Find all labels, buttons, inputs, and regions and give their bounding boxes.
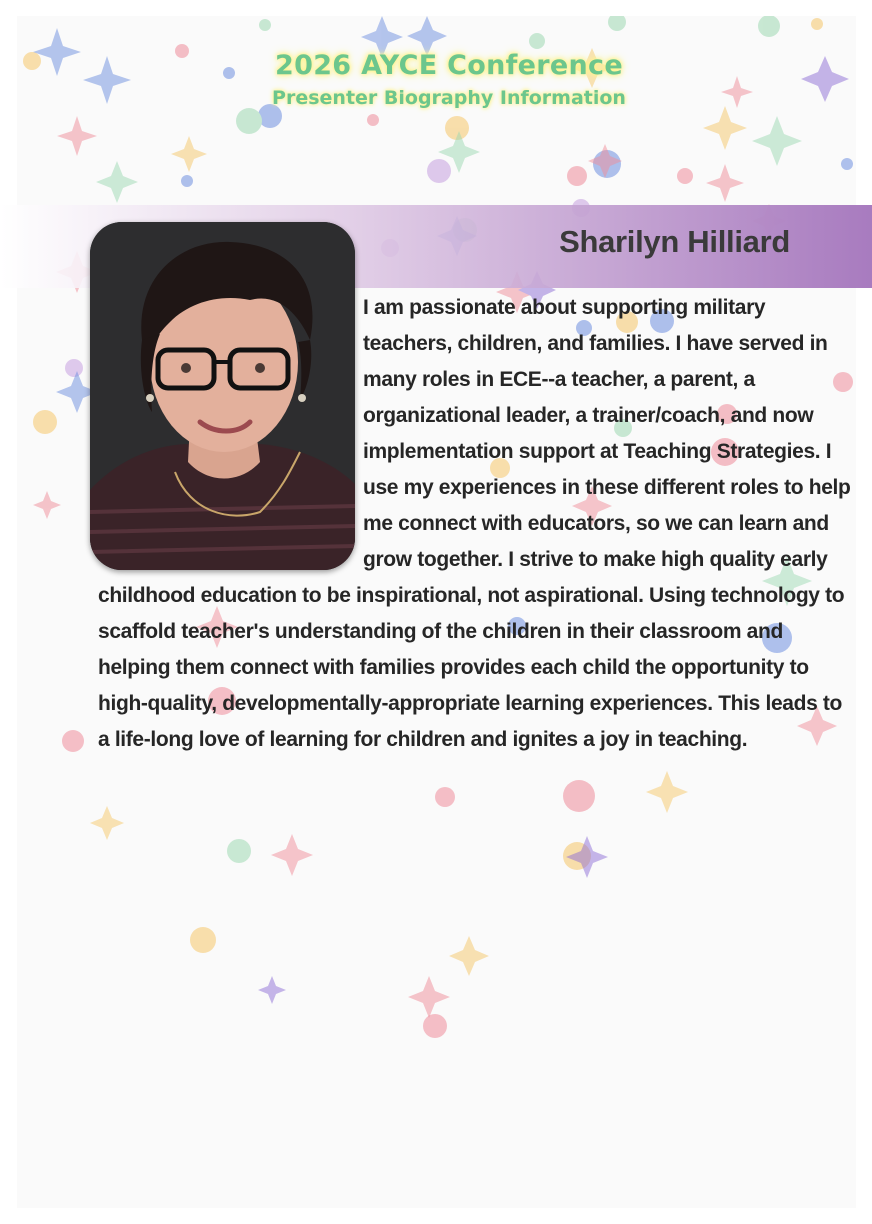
photo-wrap-spacer	[98, 290, 363, 576]
conference-title: 2026 AYCE Conference	[275, 50, 623, 81]
conference-subtitle: Presenter Biography Information	[272, 87, 626, 109]
presenter-name: Sharilyn Hilliard	[559, 224, 790, 259]
bio-text: I am passionate about supporting military teachers, children, and families. I have served in many roles in ECE--a teacher, a parent, a organizational leader, a trainer/coach, and now implementation support at Teaching Strategies. I use my experiences in these different roles to help me connect with educators, so we can learn and grow together. I strive to make high quality early childhood education to be inspirational, not aspirational. Using technology to scaffold teacher's understanding of the children in their classroom and helping them connect with families provides each child the opportunity to high-quality, developmentally-appropriate learning experiences. This leads to a life-long love of learning for children and ignites a joy in teaching.	[98, 296, 851, 751]
presenter-bio	[98, 290, 858, 758]
page-header	[17, 50, 856, 109]
